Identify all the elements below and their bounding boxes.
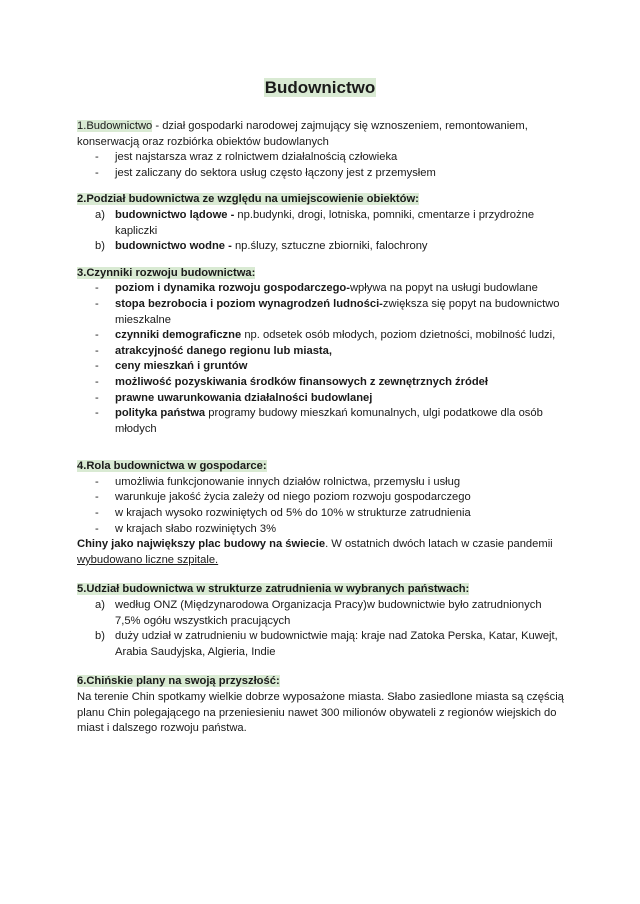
section-1-def-text: - dział gospodarki narodowej zajmujący się wznoszeniem, remontowaniem, konserwacją oraz rozbiórka obiektów budowlanych xyxy=(77,120,528,148)
dash-marker: - xyxy=(95,360,99,373)
section-3 xyxy=(77,266,567,438)
list-item-text: wpływa na popyt na usługi budowlane xyxy=(349,282,538,295)
dash-marker: - xyxy=(95,151,99,164)
list-item-text: np.śluzy, sztuczne zbiorniki, falochrony xyxy=(231,240,428,253)
list-item-text: np. odsetek osób młodych, poziom dzietności, mobilność ludzi, xyxy=(241,329,556,342)
section-1-list xyxy=(77,150,567,181)
list-item xyxy=(77,406,567,437)
dash-marker: - xyxy=(95,391,99,404)
dash-marker: - xyxy=(95,491,99,504)
list-item xyxy=(77,359,567,375)
list-item-bold: polityka państwa xyxy=(115,407,206,420)
china-text: . W ostatnich dwóch latach w czasie pandemii xyxy=(325,538,553,551)
list-item-text: jest zaliczany do sektora usług często łączony jest z przemysłem xyxy=(115,166,436,179)
list-item xyxy=(77,522,567,538)
section-6-text: Na terenie Chin spotkamy wielkie dobrze wyposażone miasta. Słabo zasiedlone miasta są częścią planu Chin polegającego na przeniesieniu nawet 300 milionów obywateli z regionów wiejskich do miast i dalszego rozwoju państwa. xyxy=(77,691,564,735)
dash-marker: - xyxy=(95,475,99,488)
list-item-bold: ceny mieszkań i gruntów xyxy=(115,360,248,373)
list-item-bold: możliwość pozyskiwania środków finansowych z zewnętrznych źródeł xyxy=(115,375,489,388)
section-5 xyxy=(77,582,567,660)
dash-marker: - xyxy=(95,166,99,179)
section-4-heading: 4.Rola budownictwa w gospodarce: xyxy=(77,460,267,473)
list-item-text: w krajach wysoko rozwiniętych od 5% do 10% w strukturze zatrudnienia xyxy=(115,507,471,520)
document-content xyxy=(77,119,567,737)
list-item xyxy=(77,490,567,506)
section-6 xyxy=(77,674,567,736)
list-item xyxy=(77,391,567,407)
list-item-bold: atrakcyjność danego regionu lub miasta, xyxy=(115,344,332,357)
list-item xyxy=(77,281,567,297)
list-item xyxy=(77,208,567,239)
dash-marker: - xyxy=(95,375,99,388)
list-item xyxy=(77,150,567,166)
list-item-bold: stopa bezrobocia i poziom wynagrodzeń ludności- xyxy=(115,297,383,310)
list-item-text: duży udział w zatrudnieniu w budownictwie mają: kraje nad Zatoka Perska, Katar, Kuwejt, Arabia Saudyjska, Algieria, Indie xyxy=(115,630,558,658)
section-3-heading: 3.Czynniki rozwoju budownictwa: xyxy=(77,266,256,279)
china-bold: Chiny jako największy plac budowy na świecie xyxy=(77,538,326,551)
section-1 xyxy=(77,119,567,181)
dash-marker: - xyxy=(95,344,99,357)
section-2 xyxy=(77,192,567,254)
section-1-term: 1.Budownictwo xyxy=(77,120,153,132)
list-item-text: w krajach słabo rozwiniętych 3% xyxy=(115,522,277,535)
section-1-definition xyxy=(77,119,567,150)
dash-marker: - xyxy=(95,282,99,295)
dash-marker: - xyxy=(95,407,99,420)
list-item xyxy=(77,629,567,660)
list-item-bold: budownictwo lądowe - xyxy=(115,208,235,221)
list-item xyxy=(77,506,567,522)
list-item xyxy=(77,328,567,344)
list-item-bold: prawne uwarunkowania działalności budowlanej xyxy=(115,391,373,404)
section-5-list xyxy=(77,598,567,660)
section-4-list xyxy=(77,475,567,537)
list-item-text: zwiększa się popyt na budownictwo mieszkalne xyxy=(115,297,560,326)
page-title: Budownictwo xyxy=(264,78,376,97)
page-title-wrap xyxy=(0,78,640,98)
section-6-heading: 6.Chińskie plany na swoją przyszłość: xyxy=(77,675,280,688)
dash-marker: - xyxy=(95,329,99,342)
list-item-text: warunkuje jakość życia zależy od niego poziom rozwoju gospodarczego xyxy=(115,491,471,504)
list-item xyxy=(77,598,567,629)
list-item xyxy=(77,166,567,182)
list-item-text: programy budowy mieszkań komunalnych, ulgi podatkowe dla osób młodych xyxy=(115,407,543,435)
list-item-text: umożliwia funkcjonowanie innych działów rolnictwa, przemysłu i usług xyxy=(115,475,461,488)
list-item-bold: poziom i dynamika rozwoju gospodarczego- xyxy=(115,282,350,295)
section-5-heading: 5.Udział budownictwa w strukturze zatrudnienia w wybranych państwach: xyxy=(77,583,470,596)
section-2-heading: 2.Podział budownictwa ze względu na umiejscowienie obiektów: xyxy=(77,193,419,206)
list-item-bold: budownictwo wodne - xyxy=(115,240,232,253)
dash-marker: - xyxy=(95,507,99,520)
list-item xyxy=(77,297,567,328)
section-3-list xyxy=(77,281,567,437)
list-item-text: jest najstarsza wraz z rolnictwem działalnością człowieka xyxy=(115,151,398,164)
list-marker: b) xyxy=(95,240,105,253)
list-item-text: np.budynki, drogi, lotniska, pomniki, cmentarze i przydrożne kapliczki xyxy=(115,208,535,237)
list-item xyxy=(77,239,567,255)
list-item-bold: czynniki demograficzne xyxy=(115,329,242,342)
section-4 xyxy=(77,459,567,568)
dash-marker: - xyxy=(95,297,99,310)
section-2-list xyxy=(77,208,567,255)
china-paragraph xyxy=(77,537,567,568)
list-item xyxy=(77,344,567,360)
list-marker: a) xyxy=(95,208,105,221)
china-underline: wybudowano liczne szpitale. xyxy=(77,553,219,566)
dash-marker: - xyxy=(95,522,99,535)
list-marker: b) xyxy=(95,630,105,643)
list-item xyxy=(77,475,567,491)
list-marker: a) xyxy=(95,599,105,612)
list-item-text: według ONZ (Międzynarodowa Organizacja Pracy)w budownictwie było zatrudnionych 7,5% ogółu wszystkich pracujących xyxy=(115,599,542,627)
list-item xyxy=(77,375,567,391)
